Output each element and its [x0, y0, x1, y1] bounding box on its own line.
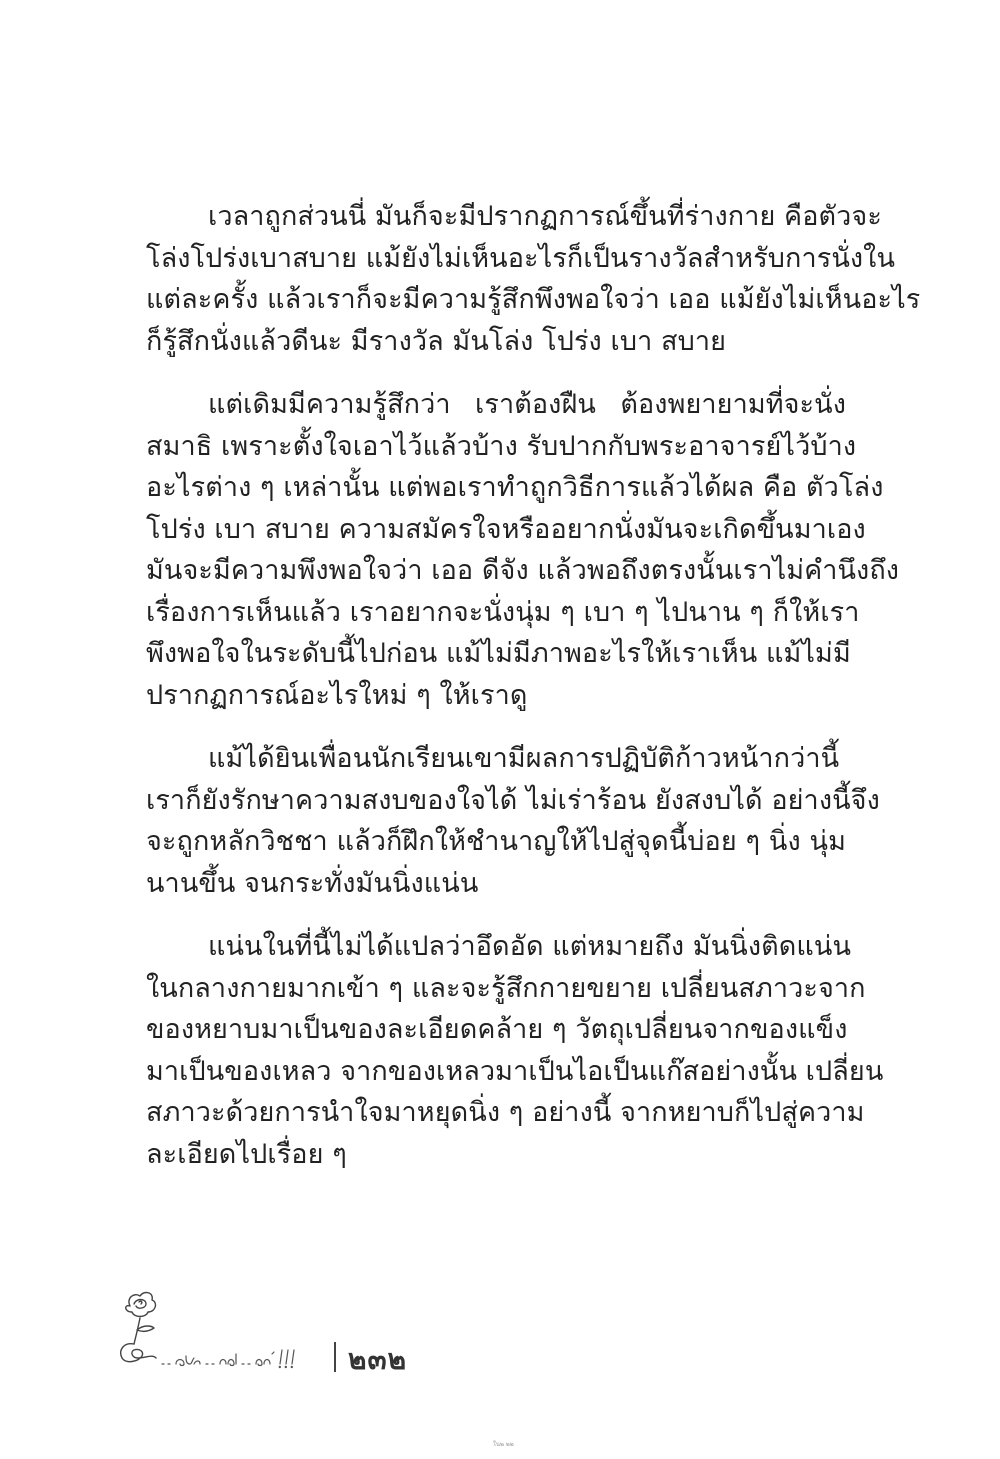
paragraph-4 — [146, 926, 884, 1175]
text-line: ของหยาบมาเป็นของละเอียดคล้าย ๆ วัตถุเปลี่ยนจากของแข็ง — [146, 1014, 848, 1045]
text-line: สภาวะด้วยการนำใจมาหยุดนิ่ง ๆ อย่างนี้ จากหยาบก็ไปสู่ความ — [146, 1097, 865, 1128]
print-mark: ใน๒ ๒๒ — [493, 1441, 514, 1448]
text-line: มันจะมีความพึงพอใจว่า เออ ดีจัง แล้วพอถึงตรงนั้นเราไม่คำนึงถึง — [146, 555, 900, 586]
text-line: พึงพอใจในระดับนี้ไปก่อน แม้ไม่มีภาพอะไรให้เราเห็น แม้ไม่มี — [146, 638, 851, 669]
text-line: สมาธิ เพราะตั้งใจเอาไว้แล้วบ้าง รับปากกับพระอาจารย์ไว้บ้าง — [146, 430, 857, 462]
page-footer — [112, 1288, 452, 1378]
paragraph-3 — [146, 738, 880, 904]
paragraph-1 — [146, 196, 921, 362]
footer-divider — [334, 1342, 336, 1372]
text-line: แต่ละครั้ง แล้วเราก็จะมีความรู้สึกพึงพอใจว่า เออ แม้ยังไม่เห็นอะไร — [146, 284, 921, 315]
handwritten-brand-icon — [160, 1342, 330, 1372]
text-line: จะถูกหลักวิชชา แล้วก็ฝึกให้ชำนาญให้ไปสู่จุดนี้บ่อย ๆ นิ่ง นุ่ม — [146, 826, 846, 857]
text-line: แน่นในที่นี้ไม่ได้แปลว่าอึดอัด แต่หมายถึง มันนิ่งติดแน่น — [208, 931, 852, 962]
text-line: เราก็ยังรักษาความสงบของใจได้ ไม่เร่าร้อน ยังสงบได้ อย่างนี้จึง — [146, 784, 880, 816]
text-line: อะไรต่าง ๆ เหล่านั้น แต่พอเราทำถูกวิธีการแล้วได้ผล คือ ตัวโล่ง — [146, 472, 884, 503]
text-line: มาเป็นของเหลว จากของเหลวมาเป็นไอเป็นแก๊สอย่างนั้น เปลี่ยน — [146, 1055, 884, 1087]
body-text — [146, 196, 921, 1197]
page-number: ๒๓๒ — [348, 1343, 408, 1376]
text-line: นานขึ้น จนกระทั่งมันนิ่งแน่น — [146, 867, 479, 899]
text-line: ก็รู้สึกนั่งแล้วดีนะ มีรางวัล มันโล่ง โปร่ง เบา สบาย — [146, 325, 727, 357]
text-line: แม้ได้ยินเพื่อนนักเรียนเขามีผลการปฏิบัติก้าวหน้ากว่านี้ — [208, 743, 840, 774]
text-line: เวลาถูกส่วนนี่ มันก็จะมีปรากฏการณ์ขึ้นที่ร่างกาย คือตัวจะ — [208, 201, 882, 232]
text-line: ปรากฏการณ์อะไรใหม่ ๆ ให้เราดู — [146, 679, 528, 711]
text-line: ในกลางกายมากเข้า ๆ และจะรู้สึกกายขยาย เปลี่ยนสภาวะจาก — [146, 972, 866, 1004]
paragraph-2 — [146, 384, 900, 716]
text-line: โล่งโปร่งเบาสบาย แม้ยังไม่เห็นอะไรก็เป็นรางวัลสำหรับการนั่งใน — [146, 242, 896, 274]
text-line: ละเอียดไปเรื่อย ๆ — [146, 1138, 347, 1170]
text-line: เรื่องการเห็นแล้ว เราอยากจะนั่งนุ่ม ๆ เบา ๆ ไปนาน ๆ ก็ให้เรา — [146, 596, 860, 628]
text-line: แต่เดิมมีความรู้สึกว่า เราต้องฝืน ต้องพยายามที่จะนั่ง — [208, 389, 846, 420]
text-line: โปร่ง เบา สบาย ความสมัครใจหรืออยากนั่งมันจะเกิดขึ้นมาเอง — [146, 513, 866, 545]
